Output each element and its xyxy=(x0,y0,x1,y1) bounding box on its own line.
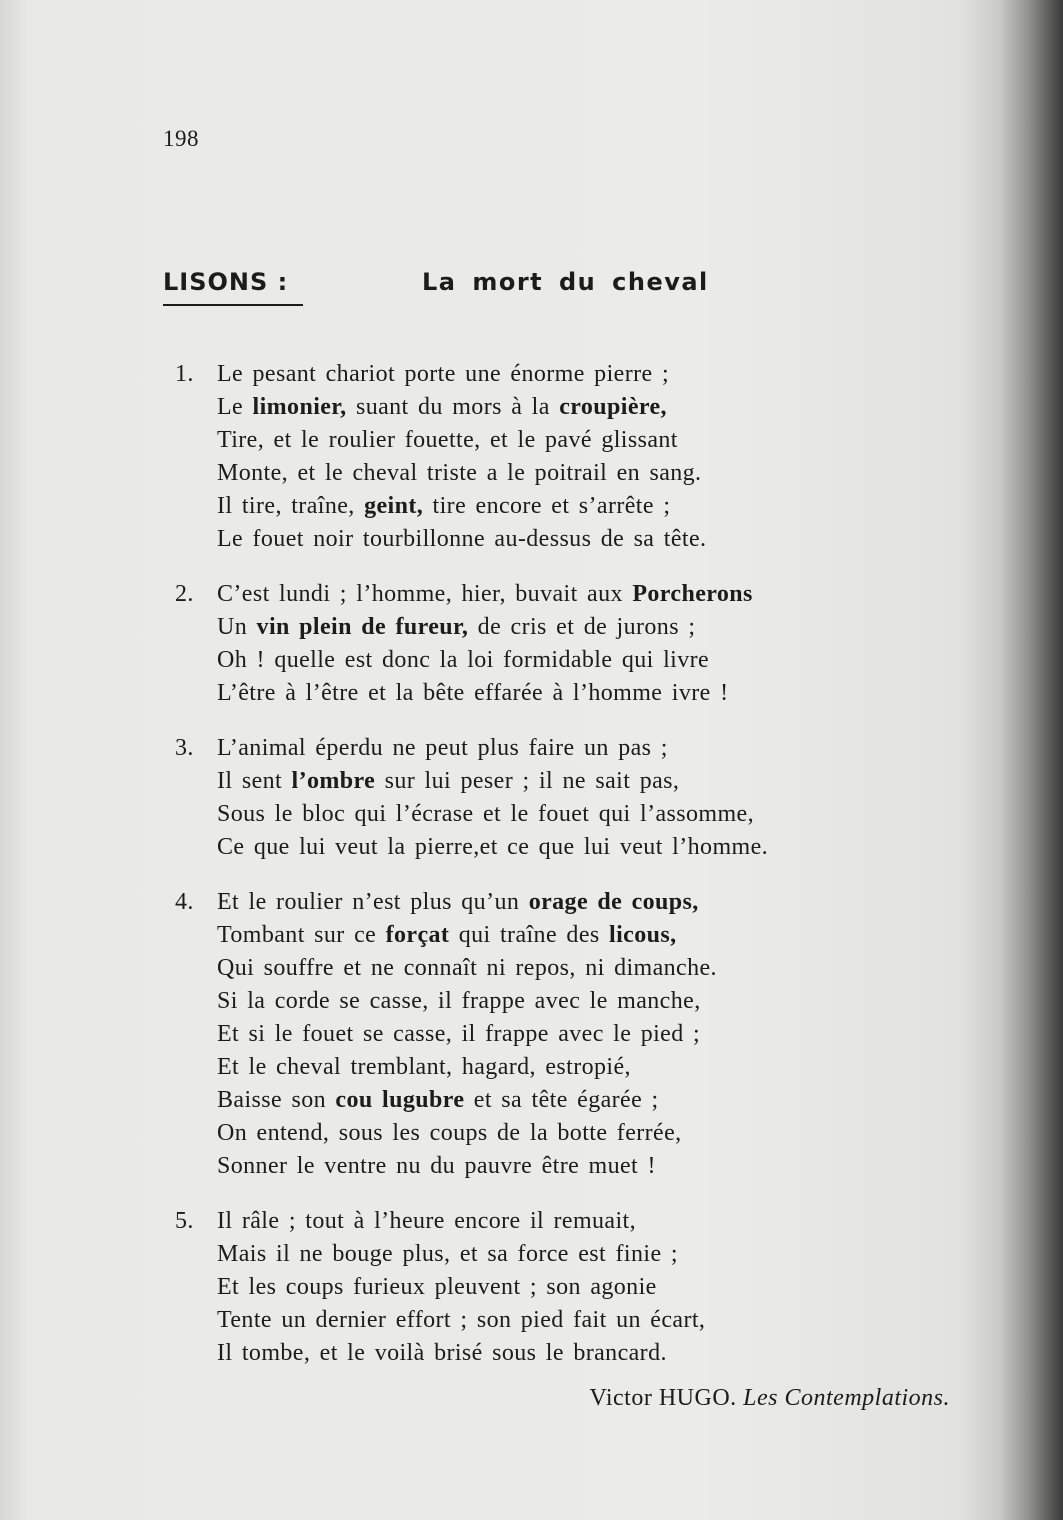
verse-segment: Le xyxy=(217,394,253,420)
section-label: LISONS : xyxy=(163,268,289,296)
verse-text xyxy=(217,490,670,523)
verse-line xyxy=(175,424,935,457)
verse-text xyxy=(217,1018,700,1051)
attribution-author: Victor HUGO. xyxy=(589,1385,737,1411)
verse-text xyxy=(217,1337,667,1370)
verse-text xyxy=(217,424,678,457)
verse-text xyxy=(217,919,677,952)
stanza xyxy=(175,358,935,556)
verse-segment: L’être à l’être et la bête effarée à l’homme ivre ! xyxy=(217,680,729,706)
verse-line xyxy=(175,1304,935,1337)
verse-line xyxy=(175,391,935,424)
verse-segment: Baisse son xyxy=(217,1087,336,1113)
bold-term: vin plein de fureur, xyxy=(256,614,469,640)
stanza-number: 2. xyxy=(175,581,194,607)
verse-segment: Il râle ; tout à l’heure encore il remuait, xyxy=(217,1208,637,1234)
verse-segment: Et le roulier n’est plus qu’un xyxy=(217,889,529,915)
verse-line xyxy=(175,1150,935,1183)
section-heading xyxy=(163,268,863,314)
bold-term: cou lugubre xyxy=(335,1087,465,1113)
verse-segment: On entend, sous les coups de la botte ferrée, xyxy=(217,1120,682,1146)
attribution xyxy=(589,1385,950,1412)
verse-segment: de cris et de jurons ; xyxy=(468,614,696,640)
page-number: 198 xyxy=(163,126,199,151)
verse-line xyxy=(175,732,935,765)
verse-line xyxy=(175,886,935,919)
stanza xyxy=(175,578,935,710)
verse-text xyxy=(217,1238,678,1271)
verse-text xyxy=(217,1271,657,1304)
bold-term: croupière, xyxy=(559,394,667,420)
verse-text xyxy=(217,611,695,644)
stanza xyxy=(175,1205,935,1370)
verse-text xyxy=(217,1304,705,1337)
attribution-work: Les Contemplations. xyxy=(743,1385,950,1411)
verse-text xyxy=(217,1205,636,1238)
verse-segment: Il sent xyxy=(217,768,292,794)
verse-segment: Il tombe, et le voilà brisé sous le brancard. xyxy=(217,1340,667,1366)
verse-line xyxy=(175,490,935,523)
verse-text xyxy=(217,358,669,391)
verse-line xyxy=(175,1337,935,1370)
verse-text xyxy=(217,886,699,919)
verse-line xyxy=(175,798,935,831)
bold-term: orage de coups, xyxy=(528,889,699,915)
verse-segment: Mais il ne bouge plus, et sa force est finie ; xyxy=(217,1241,678,1267)
verse-segment: Oh ! quelle est donc la loi formidable qui livre xyxy=(217,647,710,673)
verse-line xyxy=(175,677,935,710)
stanza xyxy=(175,886,935,1183)
verse-segment: Tombant sur ce xyxy=(217,922,386,948)
verse-text xyxy=(217,1084,659,1117)
verse-text xyxy=(217,985,701,1018)
verse-segment: Tire, et le roulier fouette, et le pavé glissant xyxy=(217,427,678,453)
verse-segment: sur lui peser ; il ne sait pas, xyxy=(375,768,680,794)
stanza xyxy=(175,732,935,864)
verse-line xyxy=(175,1205,935,1238)
poem-title: La mort du cheval xyxy=(422,268,709,296)
verse-line xyxy=(175,1117,935,1150)
verse-text xyxy=(217,798,754,831)
verse-segment: qui traîne des xyxy=(449,922,610,948)
verse-text xyxy=(217,732,668,765)
stanza-number: 3. xyxy=(175,735,194,761)
verse-text xyxy=(217,1150,656,1183)
bold-term: l’ombre xyxy=(291,768,376,794)
verse-line xyxy=(175,765,935,798)
verse-segment: Sous le bloc qui l’écrase et le fouet qui l’assomme, xyxy=(217,801,754,827)
stanza-number: 1. xyxy=(175,361,194,387)
verse-segment: Et les coups furieux pleuvent ; son agonie xyxy=(217,1274,657,1300)
verse-segment: et sa tête égarée ; xyxy=(464,1087,659,1113)
verse-line xyxy=(175,611,935,644)
stanza-number: 4. xyxy=(175,889,194,915)
verse-segment: suant du mors à la xyxy=(346,394,560,420)
verse-segment: Et si le fouet se casse, il frappe avec le pied ; xyxy=(217,1021,701,1047)
verse-line xyxy=(175,523,935,556)
bold-term: licous, xyxy=(609,922,677,948)
section-label-underline xyxy=(163,304,303,306)
verse-line xyxy=(175,358,935,391)
verse-line xyxy=(175,1018,935,1051)
verse-line xyxy=(175,1051,935,1084)
bold-term: forçat xyxy=(385,922,450,948)
verse-segment: Monte, et le cheval triste a le poitrail en sang. xyxy=(217,460,702,486)
verse-line xyxy=(175,457,935,490)
verse-line xyxy=(175,985,935,1018)
verse-text xyxy=(217,1117,682,1150)
verse-segment: tire encore et s’arrête ; xyxy=(423,493,671,519)
verse-line xyxy=(175,952,935,985)
verse-segment: Il tire, traîne, xyxy=(217,493,365,519)
verse-segment: Ce que lui veut la pierre,et ce que lui veut l’homme. xyxy=(217,834,769,860)
verse-text xyxy=(217,578,753,611)
verse-segment: Le fouet noir tourbillonne au-dessus de sa tête. xyxy=(217,526,707,552)
verse-segment: Si la corde se casse, il frappe avec le manche, xyxy=(217,988,701,1014)
verse-segment: L’animal éperdu ne peut plus faire un pas ; xyxy=(217,735,668,761)
stanza-number: 5. xyxy=(175,1208,194,1234)
verse-line xyxy=(175,1238,935,1271)
verse-text xyxy=(217,831,768,864)
verse-line xyxy=(175,919,935,952)
verse-segment: Sonner le ventre nu du pauvre être muet ! xyxy=(217,1153,656,1179)
verse-text xyxy=(217,952,717,985)
verse-line xyxy=(175,644,935,677)
verse-segment: Un xyxy=(217,614,257,640)
verse-line xyxy=(175,831,935,864)
verse-text xyxy=(217,644,709,677)
verse-segment: Qui souffre et ne connaît ni repos, ni dimanche. xyxy=(217,955,717,981)
verse-text xyxy=(217,523,706,556)
verse-text xyxy=(217,765,679,798)
bold-term: limonier, xyxy=(252,394,347,420)
verse-segment: Et le cheval tremblant, hagard, estropié, xyxy=(217,1054,631,1080)
verse-text xyxy=(217,677,728,710)
bold-term: geint, xyxy=(364,493,424,519)
verse-text xyxy=(217,391,667,424)
verse-segment: Le pesant chariot porte une énorme pierre ; xyxy=(217,361,670,387)
verse-line xyxy=(175,578,935,611)
verse-line xyxy=(175,1271,935,1304)
verse-text xyxy=(217,457,701,490)
poem-body xyxy=(175,358,935,1392)
verse-line xyxy=(175,1084,935,1117)
verse-segment: C’est lundi ; l’homme, hier, buvait aux xyxy=(217,581,633,607)
verse-text xyxy=(217,1051,631,1084)
verse-segment: Tente un dernier effort ; son pied fait un écart, xyxy=(217,1307,706,1333)
bold-term: Porcherons xyxy=(632,581,753,607)
